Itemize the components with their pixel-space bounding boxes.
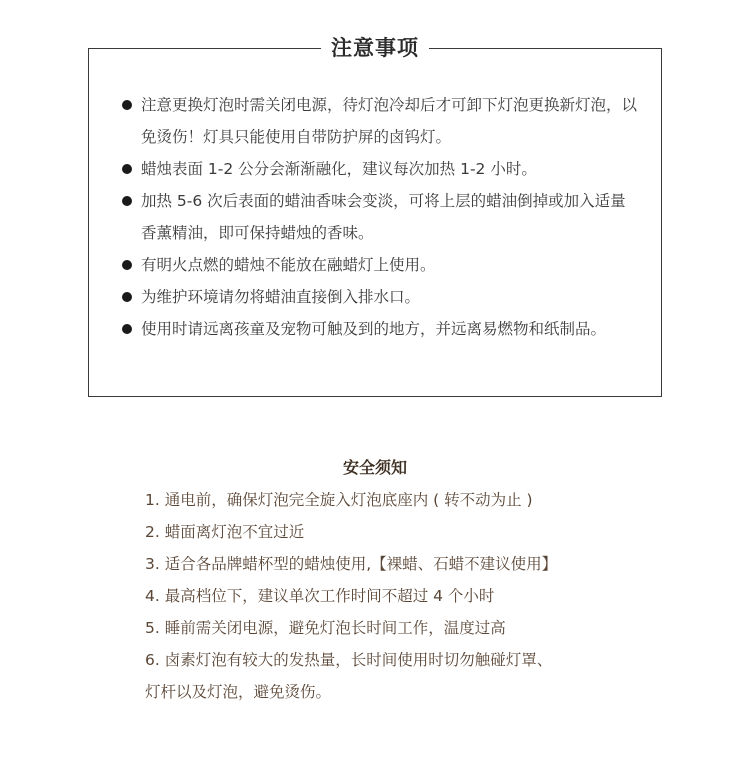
- notice-box: [88, 36, 662, 397]
- safety-list: [145, 484, 615, 676]
- notice-item-text: 注意更换灯泡时需关闭电源，待灯泡冷却后才可卸下灯泡更换新灯泡，以免烫伤！灯具只能使用自带防护屏的卤钨灯。: [141, 96, 638, 146]
- notice-item: [121, 281, 641, 313]
- notice-item-text: 加热 5-6 次后表面的蜡油香味会变淡，可将上层的蜡油倒掉或加入适量香薰精油，即可保持蜡烛的香味。: [141, 192, 626, 242]
- notice-item: [121, 89, 641, 153]
- safety-item: 3. 适合各品牌蜡杯型的蜡烛使用,【裸蜡、石蜡不建议使用】: [145, 555, 558, 573]
- notice-item: [121, 153, 641, 185]
- notice-list: [121, 89, 641, 345]
- safety-title: 安全须知: [342, 458, 407, 477]
- safety-item: 4. 最高档位下，建议单次工作时间不超过 4 个小时: [145, 587, 495, 605]
- notice-item: [121, 249, 641, 281]
- notice-title: 注意事项: [321, 32, 429, 64]
- safety-item: 5. 睡前需关闭电源，避免灯泡长时间工作，温度过高: [145, 619, 506, 637]
- notice-item: [121, 185, 641, 249]
- bullet-icon: [122, 260, 132, 270]
- safety-item: 2. 蜡面离灯泡不宜过近: [145, 523, 305, 541]
- safety-item: 6. 卤素灯泡有较大的发热量，长时间使用时切勿触碰灯罩、: [145, 651, 553, 669]
- bullet-icon: [122, 196, 132, 206]
- safety-item: 1. 通电前，确保灯泡完全旋入灯泡底座内 ( 转不动为止 ): [145, 491, 533, 509]
- bullet-icon: [122, 164, 132, 174]
- bullet-icon: [122, 324, 132, 334]
- notice-item: [121, 313, 641, 345]
- notice-item-text: 为维护环境请勿将蜡油直接倒入排水口。: [141, 288, 421, 306]
- safety-item-continuation: 灯杆以及灯泡，避免烫伤。: [145, 683, 332, 701]
- bullet-icon: [122, 100, 132, 110]
- notice-item-text: 蜡烛表面 1-2 公分会渐渐融化，建议每次加热 1-2 小时。: [141, 160, 537, 178]
- bullet-icon: [122, 292, 132, 302]
- notice-item-text: 有明火点燃的蜡烛不能放在融蜡灯上使用。: [141, 256, 436, 274]
- notice-item-text: 使用时请远离孩童及宠物可触及到的地方，并远离易燃物和纸制品。: [141, 320, 607, 338]
